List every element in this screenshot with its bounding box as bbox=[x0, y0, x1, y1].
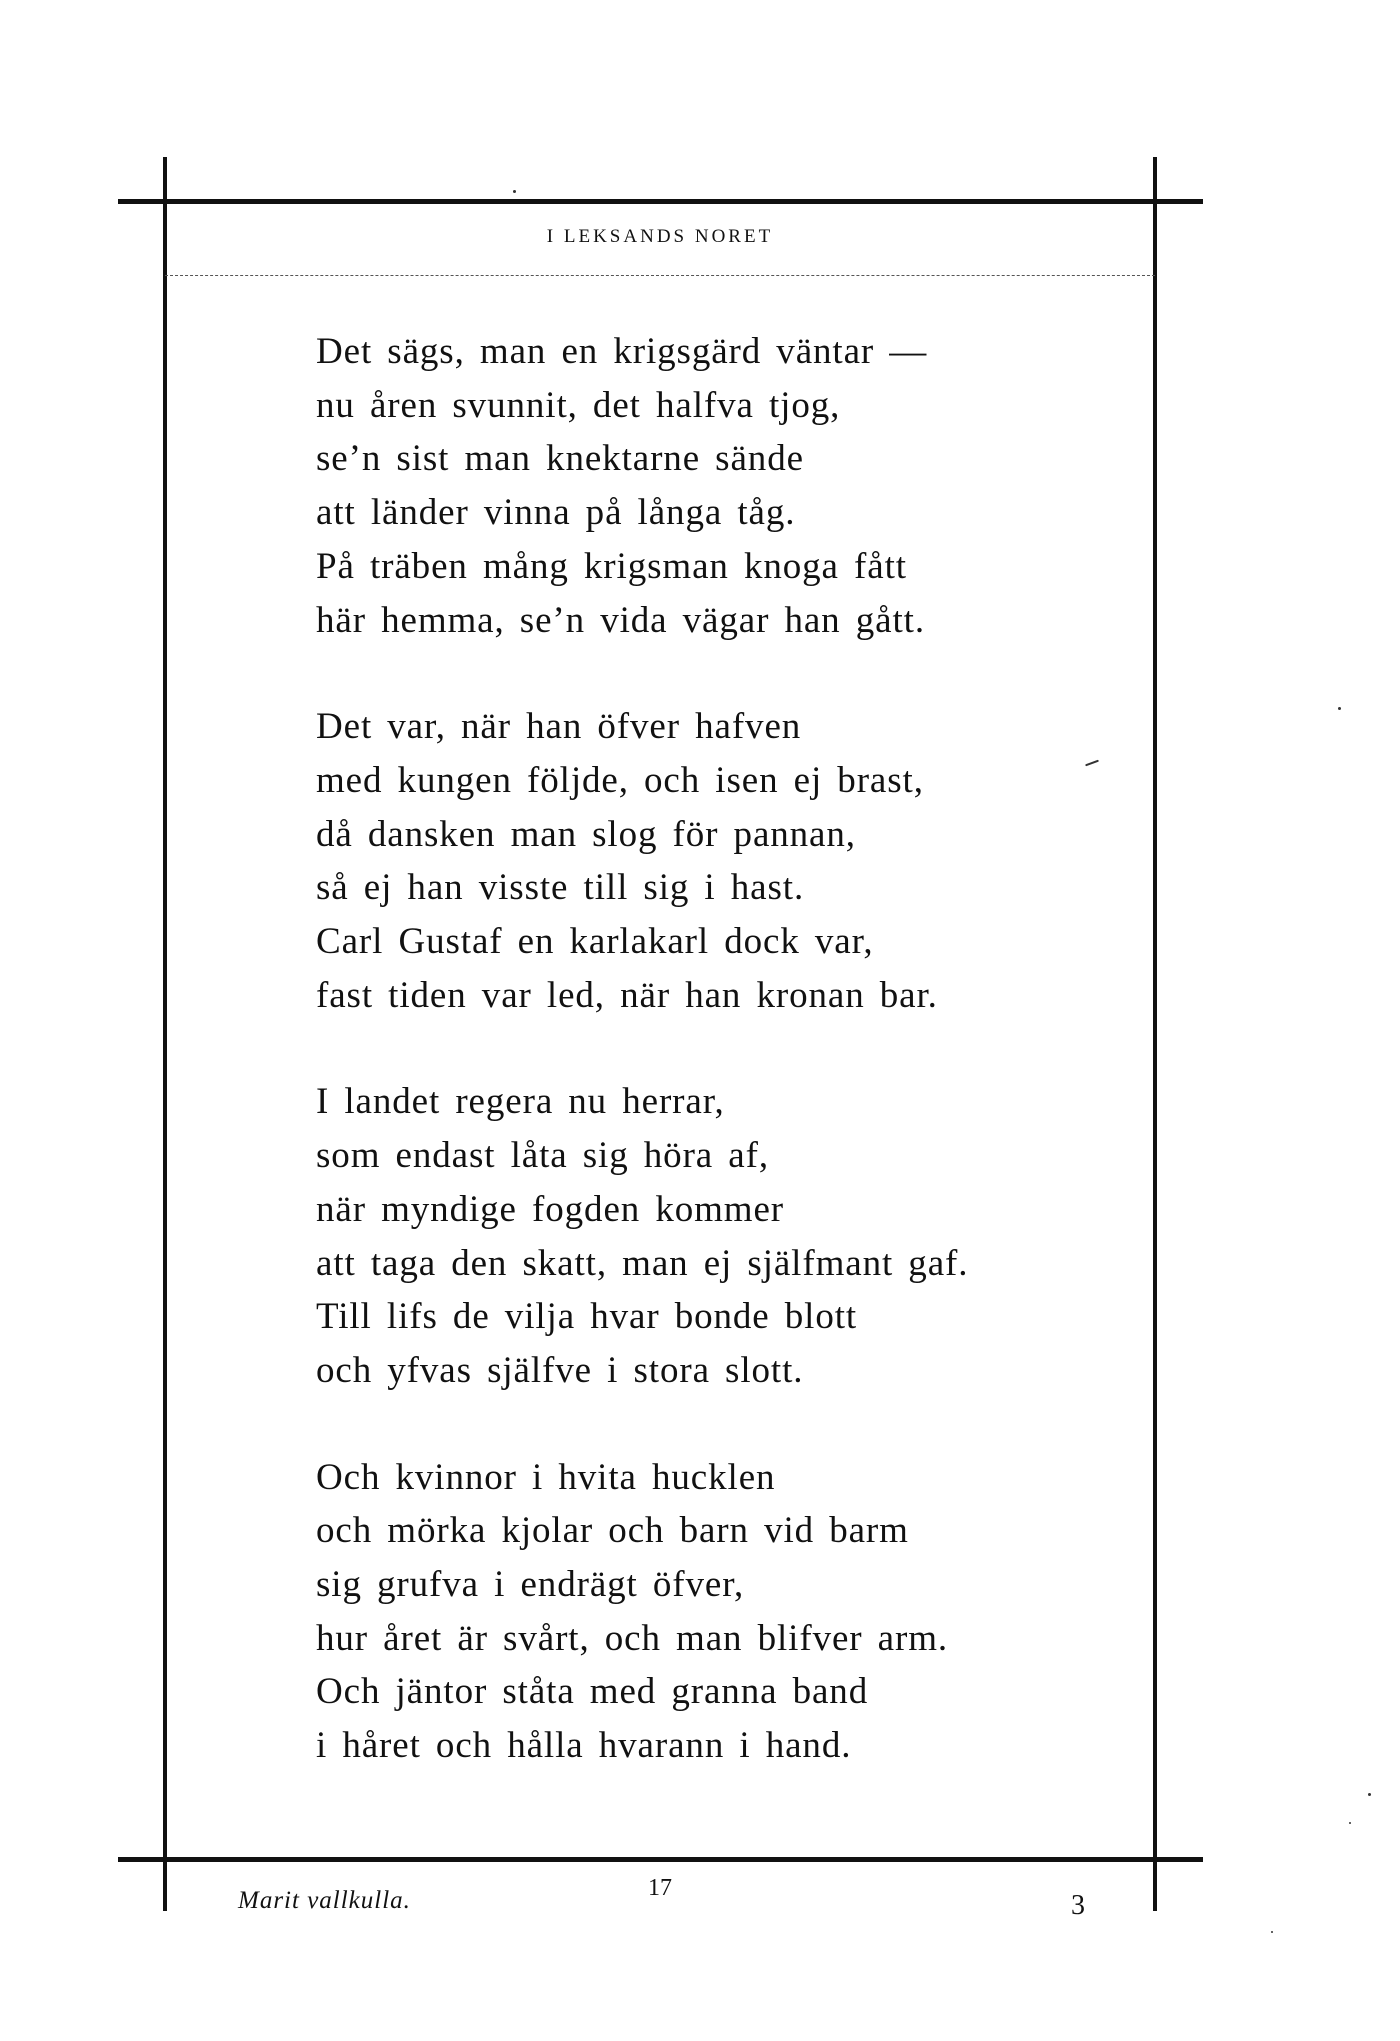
scan-speck bbox=[1368, 1793, 1371, 1796]
poem-line: med kungen följde, och isen ej brast, bbox=[316, 759, 924, 801]
poem-line: Till lifs de vilja hvar bonde blott bbox=[316, 1296, 858, 1338]
scan-speck bbox=[513, 190, 516, 193]
poem-line: Och kvinnor i hvita hucklen bbox=[316, 1456, 776, 1498]
poem-line: hur året är svårt, och man blifver arm. bbox=[316, 1617, 949, 1659]
poem-line: På träben mång krigsman knoga fått bbox=[316, 545, 907, 587]
footer-book-title: Marit vallkulla. bbox=[238, 1887, 411, 1914]
scan-speck bbox=[1349, 1822, 1351, 1824]
poem-line: i håret och hålla hvarann i hand. bbox=[316, 1725, 852, 1767]
scan-speck bbox=[1338, 707, 1341, 710]
poem-line: som endast låta sig höra af, bbox=[316, 1135, 769, 1177]
stanza bbox=[316, 1075, 1146, 1397]
poem-line: fast tiden var led, när han kronan bar. bbox=[316, 974, 938, 1016]
poem-line: Och jäntor ståta med granna band bbox=[316, 1671, 869, 1713]
poem-line: att länder vinna på långa tåg. bbox=[316, 492, 796, 534]
page-number: 3 bbox=[1071, 1890, 1085, 1921]
poem-line: när myndige fogden kommer bbox=[316, 1188, 785, 1230]
stanza bbox=[316, 1451, 1146, 1773]
poem-line: här hemma, se’n vida vägar han gått. bbox=[316, 599, 925, 641]
poem-line: Carl Gustaf en karlakarl dock var, bbox=[316, 921, 874, 963]
running-head: I LEKSANDS NORET bbox=[546, 226, 774, 247]
poem-line: se’n sist man knektarne sände bbox=[316, 438, 804, 480]
stanza bbox=[316, 700, 1146, 1022]
frame-bottom-rule bbox=[118, 1857, 1203, 1862]
poem-line: I landet regera nu herrar, bbox=[316, 1081, 725, 1123]
poem-line: och mörka kjolar och barn vid barm bbox=[316, 1510, 909, 1552]
poem-line: så ej han visste till sig i hast. bbox=[316, 867, 805, 909]
poem-line: nu åren svunnit, det halfva tjog, bbox=[316, 384, 841, 426]
poem-line: att taga den skatt, man ej själfmant gaf. bbox=[316, 1242, 969, 1284]
poem-body bbox=[316, 325, 1146, 1826]
poem-line: och yfvas själfve i stora slott. bbox=[316, 1349, 804, 1391]
stanza bbox=[316, 325, 1146, 647]
poem-line: Det var, när han öfver hafven bbox=[316, 706, 802, 748]
frame-top-rule bbox=[118, 199, 1203, 204]
poem-line: då dansken man slog för pannan, bbox=[316, 813, 856, 855]
poem-line: Det sägs, man en krigsgärd väntar — bbox=[316, 331, 928, 372]
scan-speck bbox=[1271, 1931, 1273, 1933]
frame-right-rule bbox=[1153, 157, 1157, 1911]
footer-signature-mark: 17 bbox=[648, 1875, 672, 1901]
running-head-rule bbox=[165, 275, 1155, 276]
poem-line: sig grufva i endrägt öfver, bbox=[316, 1564, 745, 1606]
frame-left-rule bbox=[163, 157, 167, 1911]
